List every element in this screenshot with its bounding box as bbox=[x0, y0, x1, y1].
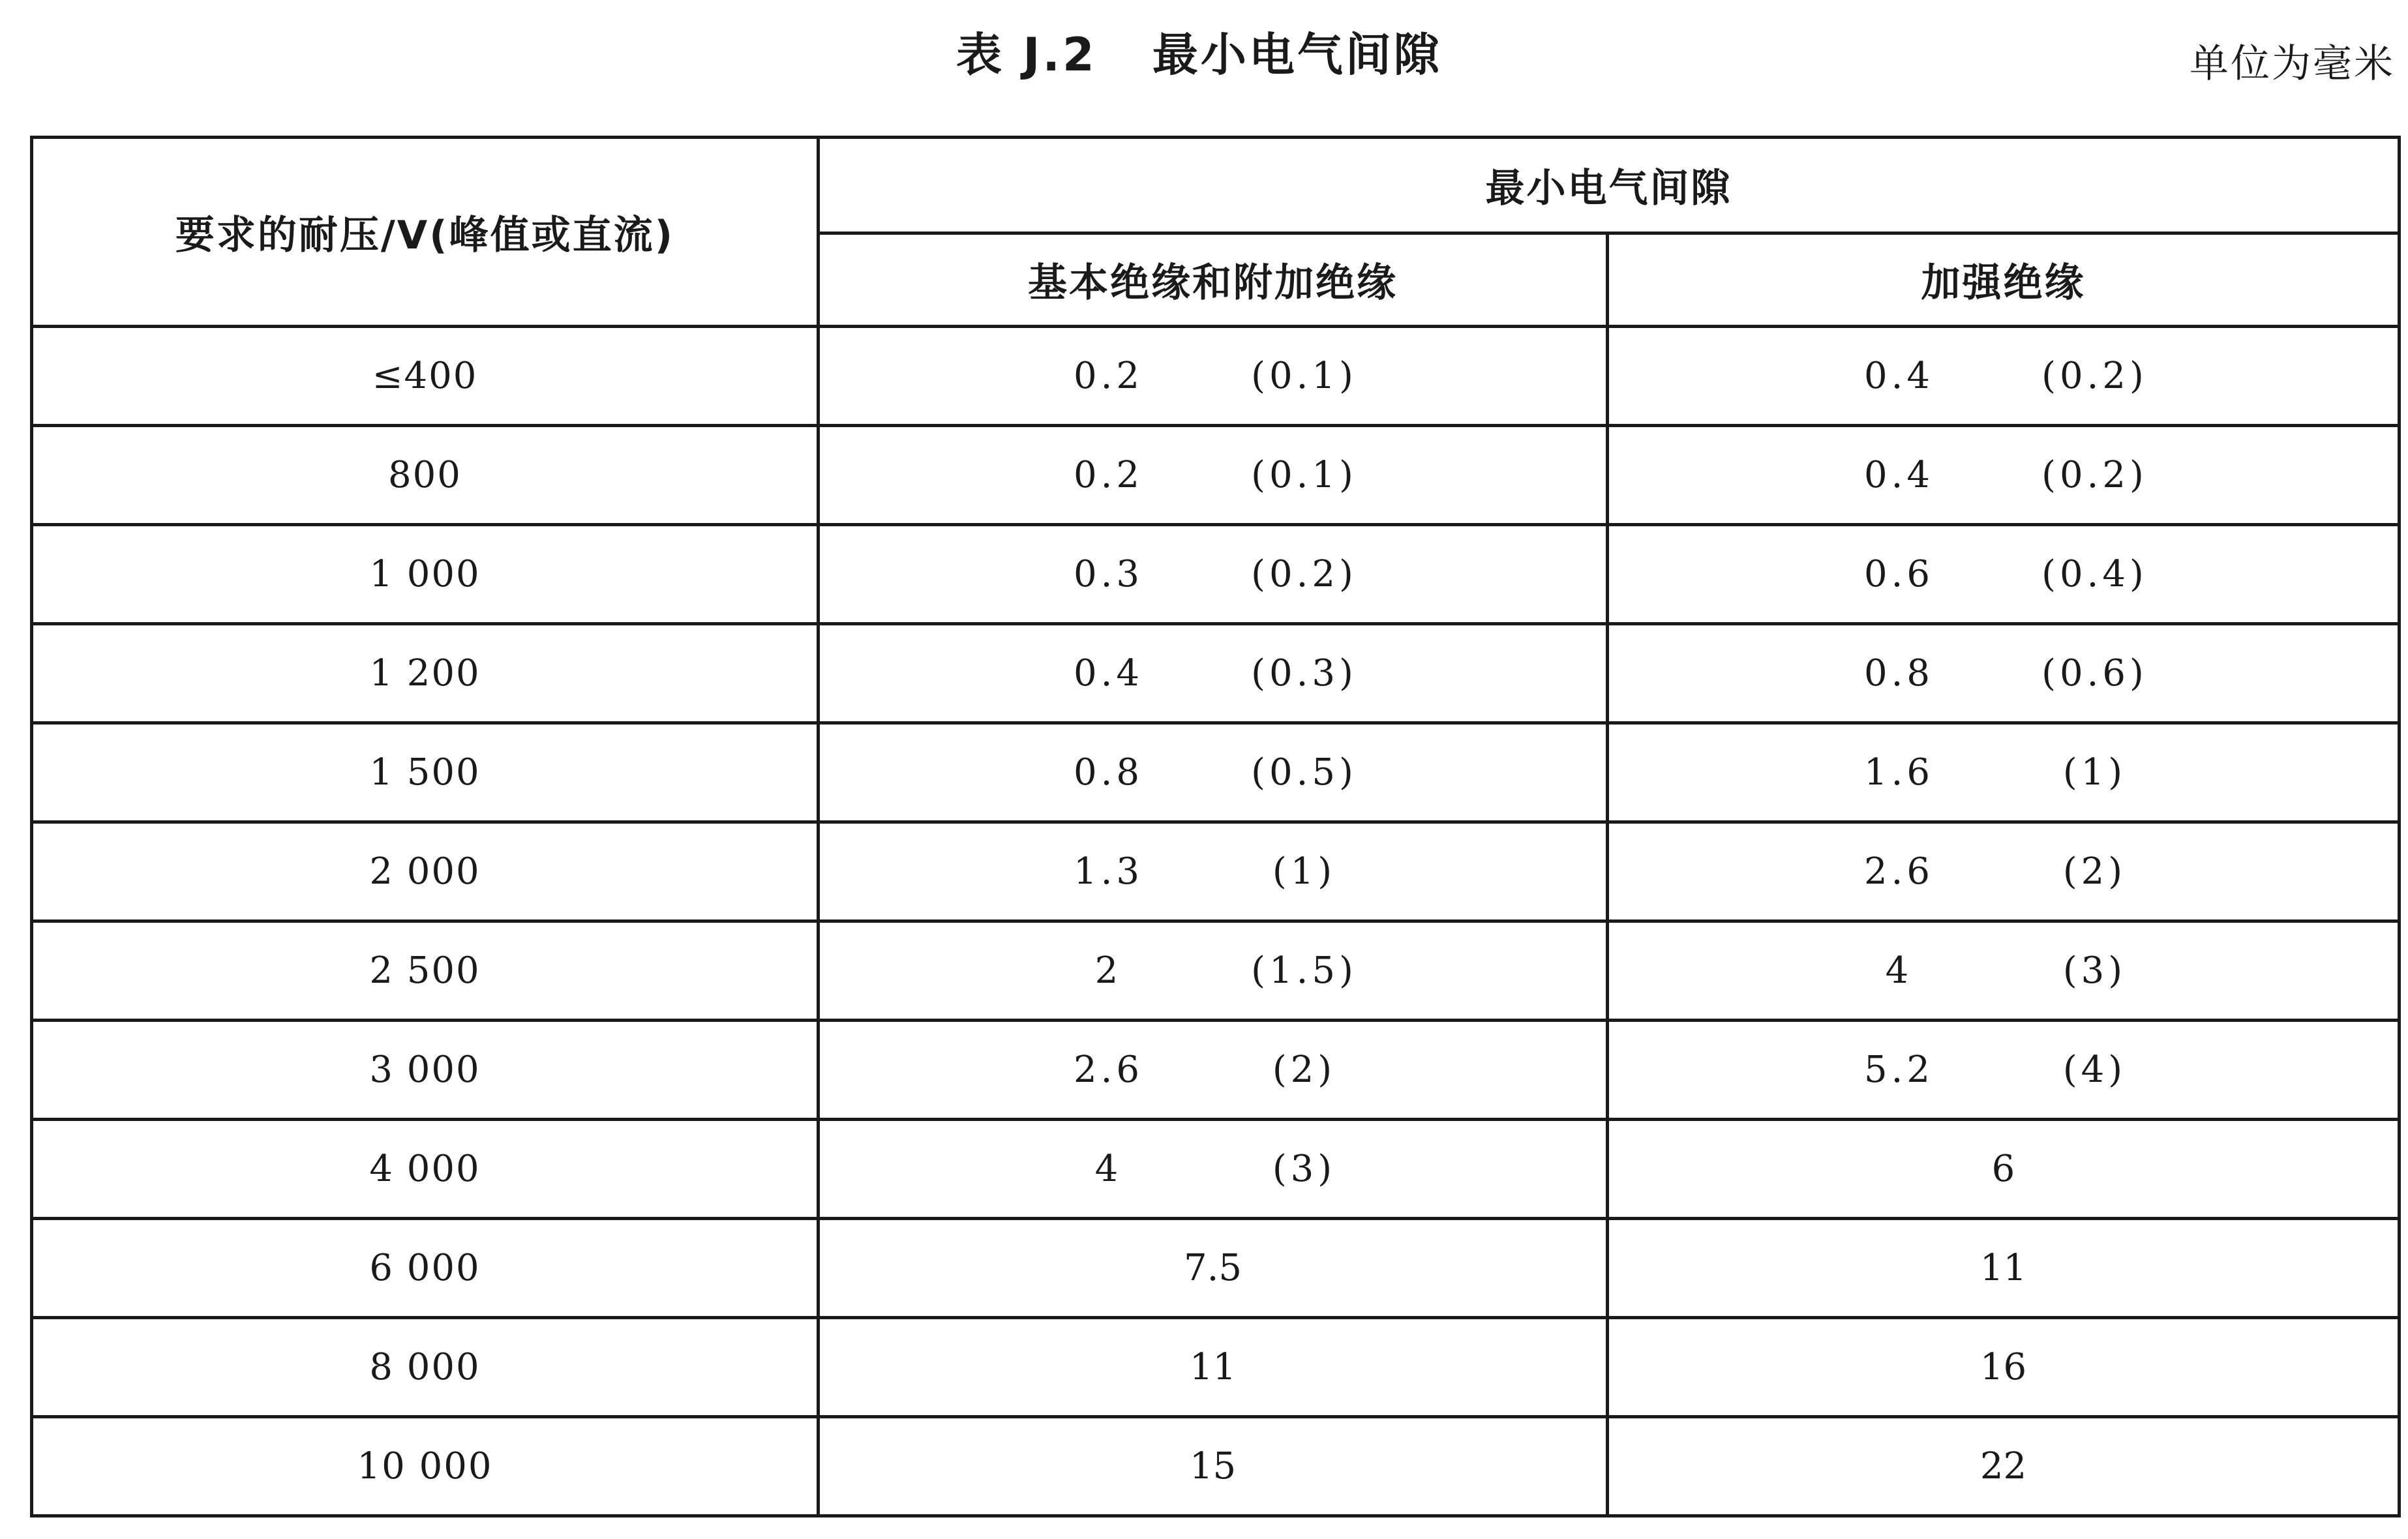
basic-alt-value: (2) bbox=[1272, 1049, 1336, 1091]
basic-clearance-cell bbox=[819, 822, 1608, 921]
basic-value-pair bbox=[1044, 1049, 1383, 1091]
voltage-cell: 8 000 bbox=[32, 1318, 819, 1417]
basic-clearance-cell bbox=[819, 1318, 1608, 1417]
reinforced-main-value: 6 bbox=[1991, 1148, 2015, 1190]
reinforced-alt-value: (4) bbox=[2062, 1049, 2127, 1091]
reinforced-value-pair bbox=[1834, 553, 2173, 595]
table-row bbox=[32, 426, 2400, 525]
table-row bbox=[32, 1120, 2400, 1219]
table-row bbox=[32, 723, 2400, 822]
basic-value-pair bbox=[1044, 652, 1383, 695]
basic-main-value: 7.5 bbox=[1183, 1247, 1242, 1289]
basic-main-value: 0.8 bbox=[1073, 751, 1144, 794]
reinforced-clearance-cell bbox=[1608, 624, 2400, 723]
reinforced-alt-value: (2) bbox=[2062, 850, 2127, 893]
basic-value-pair bbox=[1044, 949, 1383, 992]
basic-clearance-cell bbox=[819, 1120, 1608, 1219]
basic-value-pair bbox=[1044, 454, 1383, 496]
unit-note: 单位为毫米 bbox=[2190, 41, 2395, 87]
basic-main-value: 4 bbox=[1094, 1148, 1122, 1190]
basic-main-value: 1.3 bbox=[1073, 850, 1144, 893]
basic-alt-value: (0.2) bbox=[1251, 553, 1357, 595]
reinforced-clearance-cell bbox=[1608, 921, 2400, 1021]
basic-main-value: 0.3 bbox=[1073, 553, 1144, 595]
reinforced-value-pair bbox=[1834, 1049, 2173, 1091]
basic-value-pair bbox=[1044, 850, 1383, 893]
basic-main-value: 11 bbox=[1189, 1346, 1237, 1388]
reinforced-value-pair bbox=[1834, 949, 2173, 992]
header-basic-insulation: 基本绝缘和附加绝缘 bbox=[819, 233, 1608, 327]
basic-alt-value: (0.1) bbox=[1251, 454, 1357, 496]
reinforced-main-value: 0.6 bbox=[1863, 553, 1934, 595]
basic-clearance-cell bbox=[819, 1219, 1608, 1318]
table-row bbox=[32, 1219, 2400, 1318]
basic-clearance-cell bbox=[819, 723, 1608, 822]
reinforced-alt-value: (0.2) bbox=[2041, 355, 2148, 397]
basic-clearance-cell bbox=[819, 1021, 1608, 1120]
basic-alt-value: (3) bbox=[1272, 1148, 1336, 1190]
basic-main-value: 0.2 bbox=[1073, 355, 1144, 397]
basic-clearance-cell bbox=[819, 1417, 1608, 1516]
basic-value-pair bbox=[1044, 355, 1383, 397]
voltage-cell: 6 000 bbox=[32, 1219, 819, 1318]
voltage-cell: ≤400 bbox=[32, 327, 819, 426]
table-row bbox=[32, 525, 2400, 624]
basic-alt-value: (0.5) bbox=[1251, 751, 1357, 794]
basic-main-value: 15 bbox=[1189, 1445, 1237, 1487]
table-row bbox=[32, 1021, 2400, 1120]
basic-alt-value: (1.5) bbox=[1251, 949, 1357, 992]
reinforced-alt-value: (0.6) bbox=[2041, 652, 2148, 695]
reinforced-main-value: 4 bbox=[1885, 949, 1913, 992]
reinforced-value-pair bbox=[1834, 850, 2173, 893]
basic-main-value: 2.6 bbox=[1073, 1049, 1144, 1091]
basic-value-pair bbox=[1044, 553, 1383, 595]
reinforced-clearance-cell bbox=[1608, 723, 2400, 822]
basic-alt-value: (1) bbox=[1272, 850, 1336, 893]
reinforced-value-pair bbox=[1834, 751, 2173, 794]
voltage-cell: 1 200 bbox=[32, 624, 819, 723]
voltage-cell: 4 000 bbox=[32, 1120, 819, 1219]
table-body bbox=[32, 327, 2400, 1516]
table-row bbox=[32, 624, 2400, 723]
basic-main-value: 0.4 bbox=[1073, 652, 1144, 695]
reinforced-value-pair bbox=[1834, 355, 2173, 397]
header-voltage: 要求的耐压/V(峰值或直流) bbox=[32, 138, 819, 327]
title-row bbox=[0, 13, 2408, 111]
reinforced-alt-value: (0.4) bbox=[2041, 553, 2148, 595]
reinforced-clearance-cell bbox=[1608, 1417, 2400, 1516]
table-title: 表 J.2 最小电气间隙 bbox=[956, 28, 1442, 82]
voltage-cell: 2 000 bbox=[32, 822, 819, 921]
reinforced-value-pair bbox=[1834, 454, 2173, 496]
table-row bbox=[32, 1318, 2400, 1417]
voltage-cell: 1 500 bbox=[32, 723, 819, 822]
basic-clearance-cell bbox=[819, 624, 1608, 723]
header-row-1 bbox=[32, 138, 2400, 233]
voltage-cell: 1 000 bbox=[32, 525, 819, 624]
table-row bbox=[32, 1417, 2400, 1516]
reinforced-clearance-cell bbox=[1608, 1120, 2400, 1219]
basic-clearance-cell bbox=[819, 327, 1608, 426]
table-row bbox=[32, 822, 2400, 921]
reinforced-main-value: 22 bbox=[1979, 1445, 2027, 1487]
table-row bbox=[32, 327, 2400, 426]
basic-value-pair bbox=[1044, 751, 1383, 794]
reinforced-clearance-cell bbox=[1608, 525, 2400, 624]
reinforced-main-value: 0.4 bbox=[1863, 454, 1934, 496]
reinforced-clearance-cell bbox=[1608, 426, 2400, 525]
reinforced-clearance-cell bbox=[1608, 1021, 2400, 1120]
header-reinforced-insulation: 加强绝缘 bbox=[1608, 233, 2400, 327]
clearance-table bbox=[30, 136, 2401, 1517]
voltage-cell: 10 000 bbox=[32, 1417, 819, 1516]
reinforced-clearance-cell bbox=[1608, 327, 2400, 426]
basic-main-value: 2 bbox=[1094, 949, 1122, 992]
reinforced-value-pair bbox=[1834, 652, 2173, 695]
table-row bbox=[32, 921, 2400, 1021]
header-min-clearance: 最小电气间隙 bbox=[819, 138, 2400, 233]
basic-clearance-cell bbox=[819, 426, 1608, 525]
basic-alt-value: (0.3) bbox=[1251, 652, 1357, 695]
basic-value-pair bbox=[1044, 1148, 1383, 1190]
reinforced-main-value: 0.4 bbox=[1863, 355, 1934, 397]
voltage-cell: 3 000 bbox=[32, 1021, 819, 1120]
reinforced-main-value: 2.6 bbox=[1863, 850, 1934, 893]
reinforced-alt-value: (3) bbox=[2062, 949, 2127, 992]
basic-clearance-cell bbox=[819, 921, 1608, 1021]
voltage-cell: 800 bbox=[32, 426, 819, 525]
reinforced-main-value: 11 bbox=[1979, 1247, 2027, 1289]
voltage-cell: 2 500 bbox=[32, 921, 819, 1021]
reinforced-main-value: 1.6 bbox=[1863, 751, 1934, 794]
reinforced-clearance-cell bbox=[1608, 1219, 2400, 1318]
reinforced-main-value: 5.2 bbox=[1863, 1049, 1934, 1091]
basic-clearance-cell bbox=[819, 525, 1608, 624]
reinforced-main-value: 16 bbox=[1979, 1346, 2027, 1388]
basic-alt-value: (0.1) bbox=[1251, 355, 1357, 397]
reinforced-clearance-cell bbox=[1608, 822, 2400, 921]
basic-main-value: 0.2 bbox=[1073, 454, 1144, 496]
reinforced-main-value: 0.8 bbox=[1863, 652, 1934, 695]
reinforced-alt-value: (1) bbox=[2062, 751, 2127, 794]
reinforced-clearance-cell bbox=[1608, 1318, 2400, 1417]
reinforced-alt-value: (0.2) bbox=[2041, 454, 2148, 496]
